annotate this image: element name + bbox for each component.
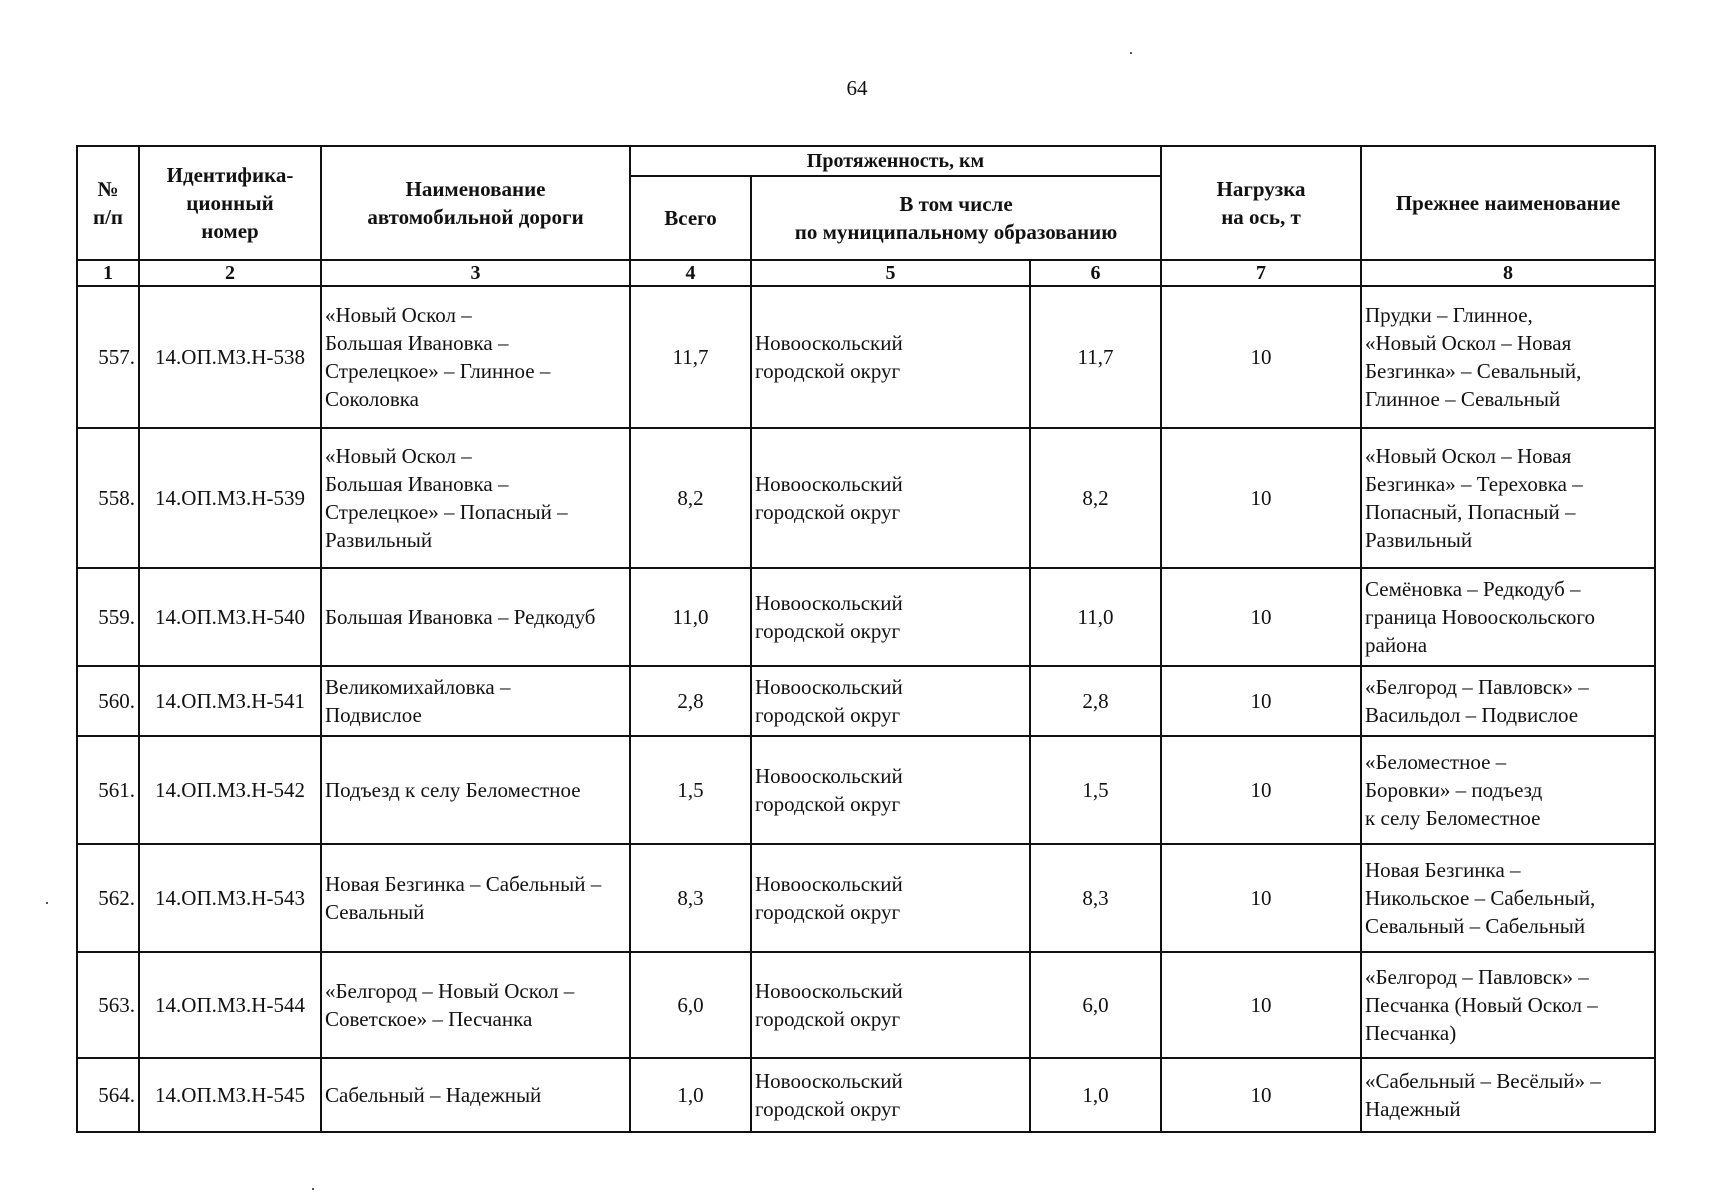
row-number-cell: 557. <box>77 286 139 428</box>
municipality-cell <box>751 1058 1030 1132</box>
header-length-group: Протяженность, км <box>630 146 1161 176</box>
road-id-cell: 14.ОП.МЗ.Н-543 <box>139 844 321 952</box>
previous-name-cell-line: Безгинка» – Севальный, <box>1365 359 1582 383</box>
header-name-line: Наименование <box>405 177 546 201</box>
road-id-cell: 14.ОП.МЗ.Н-542 <box>139 736 321 844</box>
table-row <box>77 428 1655 568</box>
previous-name-cell-line: Развильный <box>1365 528 1473 552</box>
municipality-cell <box>751 286 1030 428</box>
row-number-cell: 563. <box>77 952 139 1058</box>
axle-load-cell: 10 <box>1161 428 1361 568</box>
road-name-cell-line: Большая Ивановка – <box>325 472 509 496</box>
road-id-cell: 14.ОП.МЗ.Н-545 <box>139 1058 321 1132</box>
municipality-cell-line: Новооскольский <box>755 591 903 615</box>
row-number-cell: 558. <box>77 428 139 568</box>
previous-name-cell-line: Попасный, Попасный – <box>1365 500 1576 524</box>
previous-name-cell <box>1361 568 1655 666</box>
road-id-cell: 14.ОП.МЗ.Н-544 <box>139 952 321 1058</box>
page-number: 64 <box>846 76 868 100</box>
header-id-line: Идентифика- <box>166 163 294 187</box>
axle-load-cell: 10 <box>1161 666 1361 736</box>
previous-name-cell <box>1361 286 1655 428</box>
municipality-length-cell: 11,7 <box>1030 286 1161 428</box>
municipality-cell <box>751 844 1030 952</box>
header-previous: Прежнее наименование <box>1361 146 1655 260</box>
table-row <box>77 844 1655 952</box>
road-name-cell <box>321 736 630 844</box>
road-name-cell-line: Большая Ивановка – <box>325 331 509 355</box>
municipality-cell <box>751 952 1030 1058</box>
municipality-cell-line: Новооскольский <box>755 872 903 896</box>
municipality-cell-line: Новооскольский <box>755 1069 903 1093</box>
previous-name-cell-line: Новая Безгинка – <box>1365 858 1521 882</box>
row-number-cell: 560. <box>77 666 139 736</box>
previous-name-cell <box>1361 428 1655 568</box>
column-number: 7 <box>1161 260 1361 286</box>
header-including <box>751 176 1161 260</box>
previous-name-cell-line: Севальный – Сабельный <box>1365 914 1586 938</box>
axle-load-cell: 10 <box>1161 952 1361 1058</box>
municipality-cell-line: Новооскольский <box>755 472 903 496</box>
road-name-cell-line: Подъезд к селу Беломестное <box>325 778 581 802</box>
previous-name-cell <box>1361 736 1655 844</box>
municipality-length-cell: 8,3 <box>1030 844 1161 952</box>
axle-load-cell: 10 <box>1161 568 1361 666</box>
municipality-cell-line: Новооскольский <box>755 331 903 355</box>
previous-name-cell <box>1361 1058 1655 1132</box>
total-length-cell: 11,0 <box>630 568 751 666</box>
road-name-cell-line: Подвислое <box>325 703 422 727</box>
municipality-cell-line: городской округ <box>755 359 901 383</box>
previous-name-cell <box>1361 844 1655 952</box>
previous-name-cell-line: Никольское – Сабельный, <box>1365 886 1596 910</box>
road-name-cell-line: «Новый Оскол – <box>325 444 472 468</box>
total-length-cell: 6,0 <box>630 952 751 1058</box>
road-name-cell-line: Соколовка <box>325 387 419 411</box>
previous-name-cell-line: «Сабельный – Весёлый» – <box>1365 1069 1601 1093</box>
road-name-cell <box>321 666 630 736</box>
table-row <box>77 666 1655 736</box>
scan-speck <box>1130 52 1132 54</box>
municipality-cell-line: городской округ <box>755 500 901 524</box>
road-id-cell: 14.ОП.МЗ.Н-541 <box>139 666 321 736</box>
table-body <box>77 286 1655 1132</box>
municipality-cell <box>751 736 1030 844</box>
table-row <box>77 736 1655 844</box>
road-name-cell <box>321 952 630 1058</box>
column-number: 6 <box>1030 260 1161 286</box>
header-load <box>1161 146 1361 260</box>
road-name-cell-line: Стрелецкое» – Попасный – <box>325 500 568 524</box>
axle-load-cell: 10 <box>1161 736 1361 844</box>
scan-speck <box>312 1188 314 1190</box>
row-number-cell: 559. <box>77 568 139 666</box>
previous-name-cell-line: Семёновка – Редкодуб – <box>1365 577 1581 601</box>
previous-name-cell-line: Глинное – Севальный <box>1365 387 1561 411</box>
header-name-line: автомобильной дороги <box>367 205 584 229</box>
road-name-cell-line: Севальный <box>325 900 425 924</box>
road-name-cell-line: Сабельный – Надежный <box>325 1083 542 1107</box>
previous-name-cell-line: Надежный <box>1365 1097 1461 1121</box>
municipality-length-cell: 1,5 <box>1030 736 1161 844</box>
column-number: 4 <box>630 260 751 286</box>
total-length-cell: 11,7 <box>630 286 751 428</box>
road-id-cell: 14.ОП.МЗ.Н-538 <box>139 286 321 428</box>
header-total: Всего <box>630 176 751 260</box>
header-num-line: № <box>97 177 119 201</box>
municipality-cell-line: городской округ <box>755 619 901 643</box>
header-id-line: ционный <box>186 191 274 215</box>
table-row <box>77 952 1655 1058</box>
road-name-cell <box>321 1058 630 1132</box>
previous-name-cell-line: «Белгород – Павловск» – <box>1365 675 1589 699</box>
municipality-cell-line: Новооскольский <box>755 764 903 788</box>
road-name-cell-line: Развильный <box>325 528 433 552</box>
header-id <box>139 146 321 260</box>
municipality-length-cell: 1,0 <box>1030 1058 1161 1132</box>
road-name-cell-line: Великомихайловка – <box>325 675 511 699</box>
column-number: 5 <box>751 260 1030 286</box>
previous-name-cell <box>1361 952 1655 1058</box>
table-row <box>77 286 1655 428</box>
header-including-line: по муниципальному образованию <box>794 220 1118 244</box>
column-number-row <box>77 260 1655 286</box>
road-name-cell-line: Советское» – Песчанка <box>325 1007 533 1031</box>
previous-name-cell-line: «Новый Оскол – Новая <box>1365 331 1572 355</box>
column-number: 3 <box>321 260 630 286</box>
header-including-line: В том числе <box>899 192 1013 216</box>
municipality-cell-line: городской округ <box>755 1097 901 1121</box>
table-row <box>77 568 1655 666</box>
road-id-cell: 14.ОП.МЗ.Н-539 <box>139 428 321 568</box>
municipality-cell <box>751 428 1030 568</box>
road-name-cell-line: Большая Ивановка – Редкодуб <box>325 605 596 629</box>
roads-table <box>76 145 1656 1133</box>
previous-name-cell-line: Васильдол – Подвислое <box>1365 703 1579 727</box>
municipality-cell-line: Новооскольский <box>755 979 903 1003</box>
road-name-cell-line: «Новый Оскол – <box>325 303 472 327</box>
road-id-cell: 14.ОП.МЗ.Н-540 <box>139 568 321 666</box>
header-id-line: номер <box>201 219 259 243</box>
previous-name-cell-line: Прудки – Глинное, <box>1365 303 1533 327</box>
road-name-cell-line: Новая Безгинка – Сабельный – <box>325 872 602 896</box>
previous-name-cell-line: граница Новооскольского <box>1365 605 1595 629</box>
road-name-cell <box>321 844 630 952</box>
municipality-cell <box>751 568 1030 666</box>
row-number-cell: 564. <box>77 1058 139 1132</box>
municipality-cell-line: городской округ <box>755 792 901 816</box>
row-number-cell: 562. <box>77 844 139 952</box>
header-num <box>77 146 139 260</box>
previous-name-cell-line: «Беломестное – <box>1365 750 1507 774</box>
header-num-line: п/п <box>92 205 124 229</box>
column-number: 1 <box>77 260 139 286</box>
previous-name-cell <box>1361 666 1655 736</box>
previous-name-cell-line: района <box>1365 633 1428 657</box>
road-name-cell-line: Стрелецкое» – Глинное – <box>325 359 551 383</box>
total-length-cell: 8,3 <box>630 844 751 952</box>
axle-load-cell: 10 <box>1161 1058 1361 1132</box>
row-number-cell: 561. <box>77 736 139 844</box>
header-load-line: на ось, т <box>1221 205 1301 229</box>
header-load-line: Нагрузка <box>1216 177 1306 201</box>
municipality-length-cell: 11,0 <box>1030 568 1161 666</box>
previous-name-cell-line: Песчанка) <box>1365 1021 1457 1045</box>
road-name-cell <box>321 568 630 666</box>
road-name-cell <box>321 428 630 568</box>
municipality-length-cell: 6,0 <box>1030 952 1161 1058</box>
municipality-cell-line: городской округ <box>755 703 901 727</box>
header-name <box>321 146 630 260</box>
municipality-cell <box>751 666 1030 736</box>
previous-name-cell-line: Безгинка» – Тереховка – <box>1365 472 1583 496</box>
previous-name-cell-line: «Новый Оскол – Новая <box>1365 444 1572 468</box>
road-name-cell <box>321 286 630 428</box>
previous-name-cell-line: к селу Беломестное <box>1365 806 1541 830</box>
total-length-cell: 1,5 <box>630 736 751 844</box>
previous-name-cell-line: «Белгород – Павловск» – <box>1365 965 1589 989</box>
municipality-cell-line: городской округ <box>755 1007 901 1031</box>
municipality-length-cell: 8,2 <box>1030 428 1161 568</box>
total-length-cell: 1,0 <box>630 1058 751 1132</box>
column-number: 8 <box>1361 260 1655 286</box>
previous-name-cell-line: Боровки» – подъезд <box>1365 778 1543 802</box>
axle-load-cell: 10 <box>1161 844 1361 952</box>
previous-name-cell-line: Песчанка (Новый Оскол – <box>1365 993 1598 1017</box>
municipality-length-cell: 2,8 <box>1030 666 1161 736</box>
road-name-cell-line: «Белгород – Новый Оскол – <box>325 979 575 1003</box>
total-length-cell: 2,8 <box>630 666 751 736</box>
table-row <box>77 1058 1655 1132</box>
axle-load-cell: 10 <box>1161 286 1361 428</box>
column-number: 2 <box>139 260 321 286</box>
scan-speck <box>46 902 48 904</box>
municipality-cell-line: городской округ <box>755 900 901 924</box>
municipality-cell-line: Новооскольский <box>755 675 903 699</box>
total-length-cell: 8,2 <box>630 428 751 568</box>
